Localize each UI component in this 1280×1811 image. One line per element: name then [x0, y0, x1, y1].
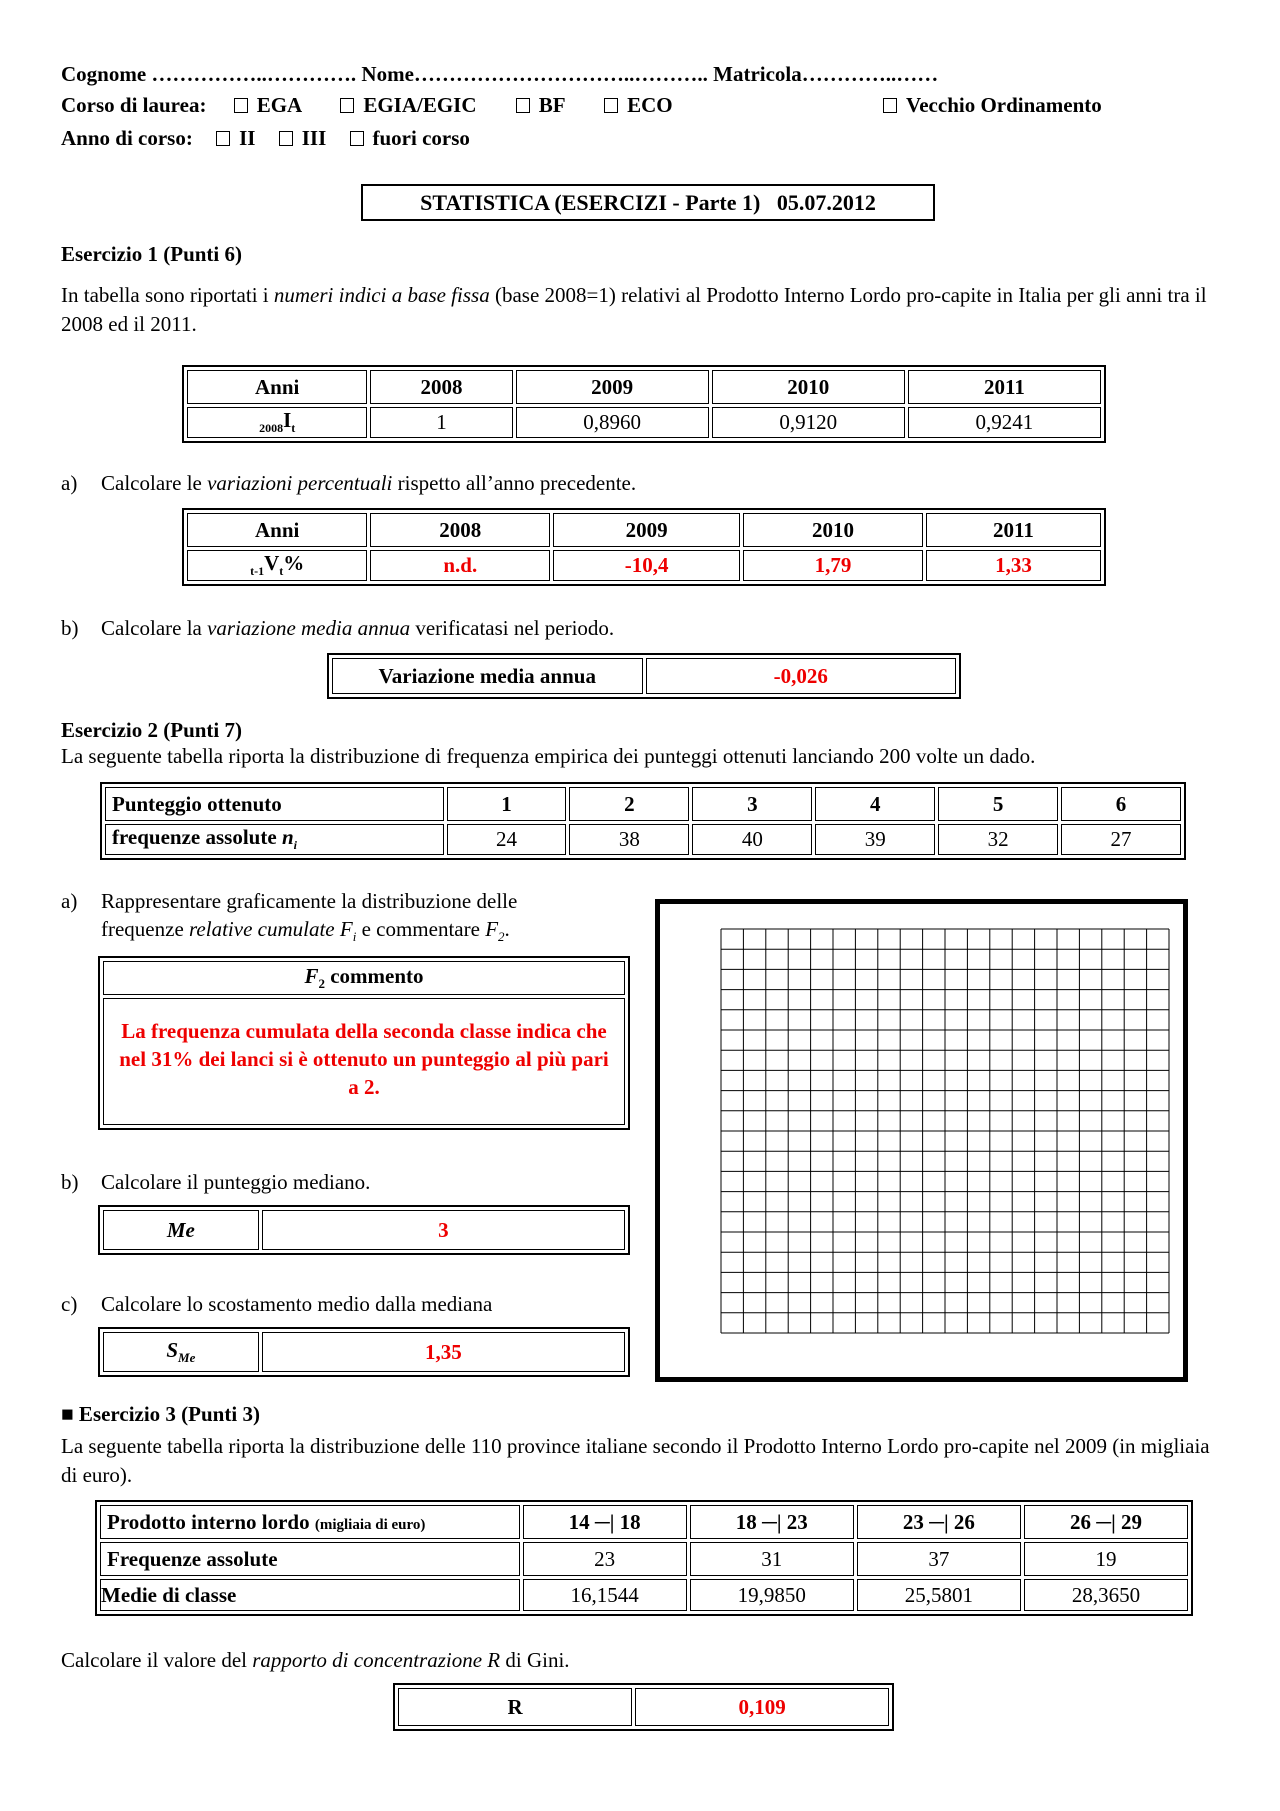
- graph-area: [655, 899, 1188, 1382]
- table-cell: 38: [569, 824, 689, 855]
- student-info-fields: Cognome ……………..…………. Nome…………………………..……….. Matricola…………..……: [61, 62, 939, 86]
- table-cell: 32: [938, 824, 1058, 855]
- table-header-cell: 3: [692, 787, 812, 821]
- ex2-frequency-table: [100, 782, 1186, 860]
- corso-option-ega[interactable]: EGA: [234, 93, 301, 117]
- table-cell: 23: [523, 1542, 687, 1576]
- ex2-median-table: [98, 1205, 630, 1255]
- row-label-frequency: Frequenze assolute: [100, 1542, 520, 1576]
- ex2-deviation-table: [98, 1327, 630, 1377]
- anno-option-iii[interactable]: III: [279, 126, 327, 150]
- media-label: Variazione media annua: [332, 658, 643, 694]
- graph-grid: [660, 904, 1183, 1377]
- checkbox-icon[interactable]: [340, 98, 354, 113]
- table-cell: 31: [690, 1542, 854, 1576]
- table-header-cell: 5: [938, 787, 1058, 821]
- header-line-2: [61, 90, 673, 121]
- checkbox-icon[interactable]: [516, 98, 530, 113]
- checkbox-icon[interactable]: [350, 131, 364, 146]
- table-header-cell: 2010: [712, 370, 905, 404]
- media-answer: -0,026: [646, 658, 957, 694]
- checkbox-icon[interactable]: [216, 131, 230, 146]
- ex1-question-a: a) Calcolare le variazioni percentuali rispetto all’anno precedente.: [61, 471, 637, 495]
- header-line-3: [61, 123, 470, 154]
- checkbox-icon[interactable]: [279, 131, 293, 146]
- checkbox-icon[interactable]: [234, 98, 248, 113]
- table-cell: 39: [815, 824, 935, 855]
- table-cell: 19: [1024, 1542, 1188, 1576]
- table-header-cell: Anni: [187, 370, 367, 404]
- ex3-heading: ■ Esercizio 3 (Punti 3): [61, 1402, 260, 1426]
- table-header-cell: 2011: [908, 370, 1101, 404]
- table-header-cell: 26 ─| 29: [1024, 1505, 1188, 1539]
- checkbox-icon[interactable]: [883, 98, 897, 113]
- ex1-question-b: b) Calcolare la variazione media annua verificatasi nel periodo.: [61, 616, 615, 640]
- table-header-cell: 14 ─| 18: [523, 1505, 687, 1539]
- table-header-cell: 2008: [370, 370, 512, 404]
- answer-cell: 1,79: [743, 550, 923, 581]
- corso-option-eco[interactable]: ECO: [604, 93, 673, 117]
- ex1-index-table: [182, 365, 1106, 443]
- ex2-comment-table: [98, 956, 630, 1130]
- corso-option-bf[interactable]: BF: [516, 93, 565, 117]
- table-header-cell: 18 ─| 23: [690, 1505, 854, 1539]
- answer-cell: n.d.: [370, 550, 550, 581]
- anno-option-ii[interactable]: II: [216, 126, 255, 150]
- ex2-heading: Esercizio 2 (Punti 7): [61, 718, 243, 742]
- median-label: Me: [103, 1210, 259, 1250]
- table-header-cell: 2008: [370, 513, 550, 547]
- table-cell: 16,1544: [523, 1579, 687, 1611]
- page-title: STATISTICA (ESERCIZI - Parte 1) 05.07.2012: [361, 184, 935, 221]
- row-label-frequency: frequenze assolute $n_i$: [105, 824, 444, 855]
- gini-answer: 0,109: [635, 1688, 889, 1726]
- ex1-intro: In tabella sono riportati i numeri indici a base fissa (base 2008=1) relativi al Prodotto Interno Lordo pro-capite in Italia per gli anni tra il 2008 ed il 2011.: [61, 283, 1207, 336]
- header-line-1: [61, 59, 938, 90]
- row-label-variation: $_{t-1}V_t\%$: [187, 550, 367, 581]
- table-cell: 19,9850: [690, 1579, 854, 1611]
- table-cell: 25,5801: [857, 1579, 1021, 1611]
- anno-option-fuori-corso[interactable]: fuori corso: [350, 126, 470, 150]
- checkbox-icon[interactable]: [604, 98, 618, 113]
- ex3-intro: La seguente tabella riporta la distribuzione delle 110 province italiane secondo il Prodotto Interno Lordo pro-capite nel 2009 (in migliaia di euro).: [61, 1434, 1210, 1487]
- deviation-answer: 1,35: [262, 1332, 625, 1372]
- table-header-cell: 6: [1061, 787, 1181, 821]
- table-header-cell: Punteggio ottenuto: [105, 787, 444, 821]
- table-cell: 0,9120: [712, 407, 905, 438]
- ex1-media-table: [327, 653, 961, 699]
- vecchio-ordinamento-option[interactable]: Vecchio Ordinamento: [883, 90, 1102, 121]
- ex2-question-b: b) Calcolare il punteggio mediano.: [61, 1170, 371, 1194]
- ex3-gdp-table: [95, 1500, 1193, 1616]
- ex1-heading: Esercizio 1 (Punti 6): [61, 242, 243, 266]
- row-label-index: $_{2008}I_t$: [187, 407, 367, 438]
- table-cell: 37: [857, 1542, 1021, 1576]
- comment-answer: La frequenza cumulata della seconda classe indica che nel 31% dei lanci si è ottenuto un punteggio al più pari a 2.: [103, 998, 625, 1125]
- comment-header: $F_2$ commento: [103, 961, 625, 995]
- answer-cell: -10,4: [553, 550, 740, 581]
- table-cell: 24: [447, 824, 567, 855]
- ex1-variation-table: [182, 508, 1106, 586]
- gini-label: R: [398, 1688, 632, 1726]
- table-header-cell: 23 ─| 26: [857, 1505, 1021, 1539]
- table-cell: 40: [692, 824, 812, 855]
- table-cell: 1: [370, 407, 512, 438]
- answer-cell: 1,33: [926, 550, 1101, 581]
- table-header-cell: 2011: [926, 513, 1101, 547]
- table-header-cell: 4: [815, 787, 935, 821]
- ex2-question-a: a) Rappresentare graficamente la distribuzione delle frequenze relative cumulate $F_i$ e commentare $F_2$.: [61, 889, 518, 945]
- table-header-cell: Prodotto interno lordo (migliaia di euro): [100, 1505, 520, 1539]
- table-header-cell: Anni: [187, 513, 367, 547]
- anno-label: Anno di corso:: [61, 126, 193, 150]
- table-cell: 0,8960: [516, 407, 709, 438]
- corso-label: Corso di laurea:: [61, 93, 207, 117]
- table-cell: 27: [1061, 824, 1181, 855]
- ex2-question-c: c) Calcolare lo scostamento medio dalla mediana: [61, 1292, 493, 1316]
- table-header-cell: 2: [569, 787, 689, 821]
- table-header-cell: 2009: [553, 513, 740, 547]
- ex3-gini-table: [393, 1683, 894, 1731]
- table-cell: 28,3650: [1024, 1579, 1188, 1611]
- ex3-question: Calcolare il valore del rapporto di concentrazione R di Gini.: [61, 1648, 570, 1672]
- table-header-cell: 2009: [516, 370, 709, 404]
- table-header-cell: 2010: [743, 513, 923, 547]
- median-answer: 3: [262, 1210, 625, 1250]
- table-header-cell: 1: [447, 787, 567, 821]
- corso-option-egia[interactable]: EGIA/EGIC: [340, 93, 476, 117]
- ex2-intro: La seguente tabella riporta la distribuzione di frequenza empirica dei punteggi ottenuti lanciando 200 volte un dado.: [61, 744, 1036, 768]
- deviation-label: $S_{Me}$: [103, 1332, 259, 1372]
- row-label-means: Medie di classe: [100, 1579, 520, 1611]
- table-cell: 0,9241: [908, 407, 1101, 438]
